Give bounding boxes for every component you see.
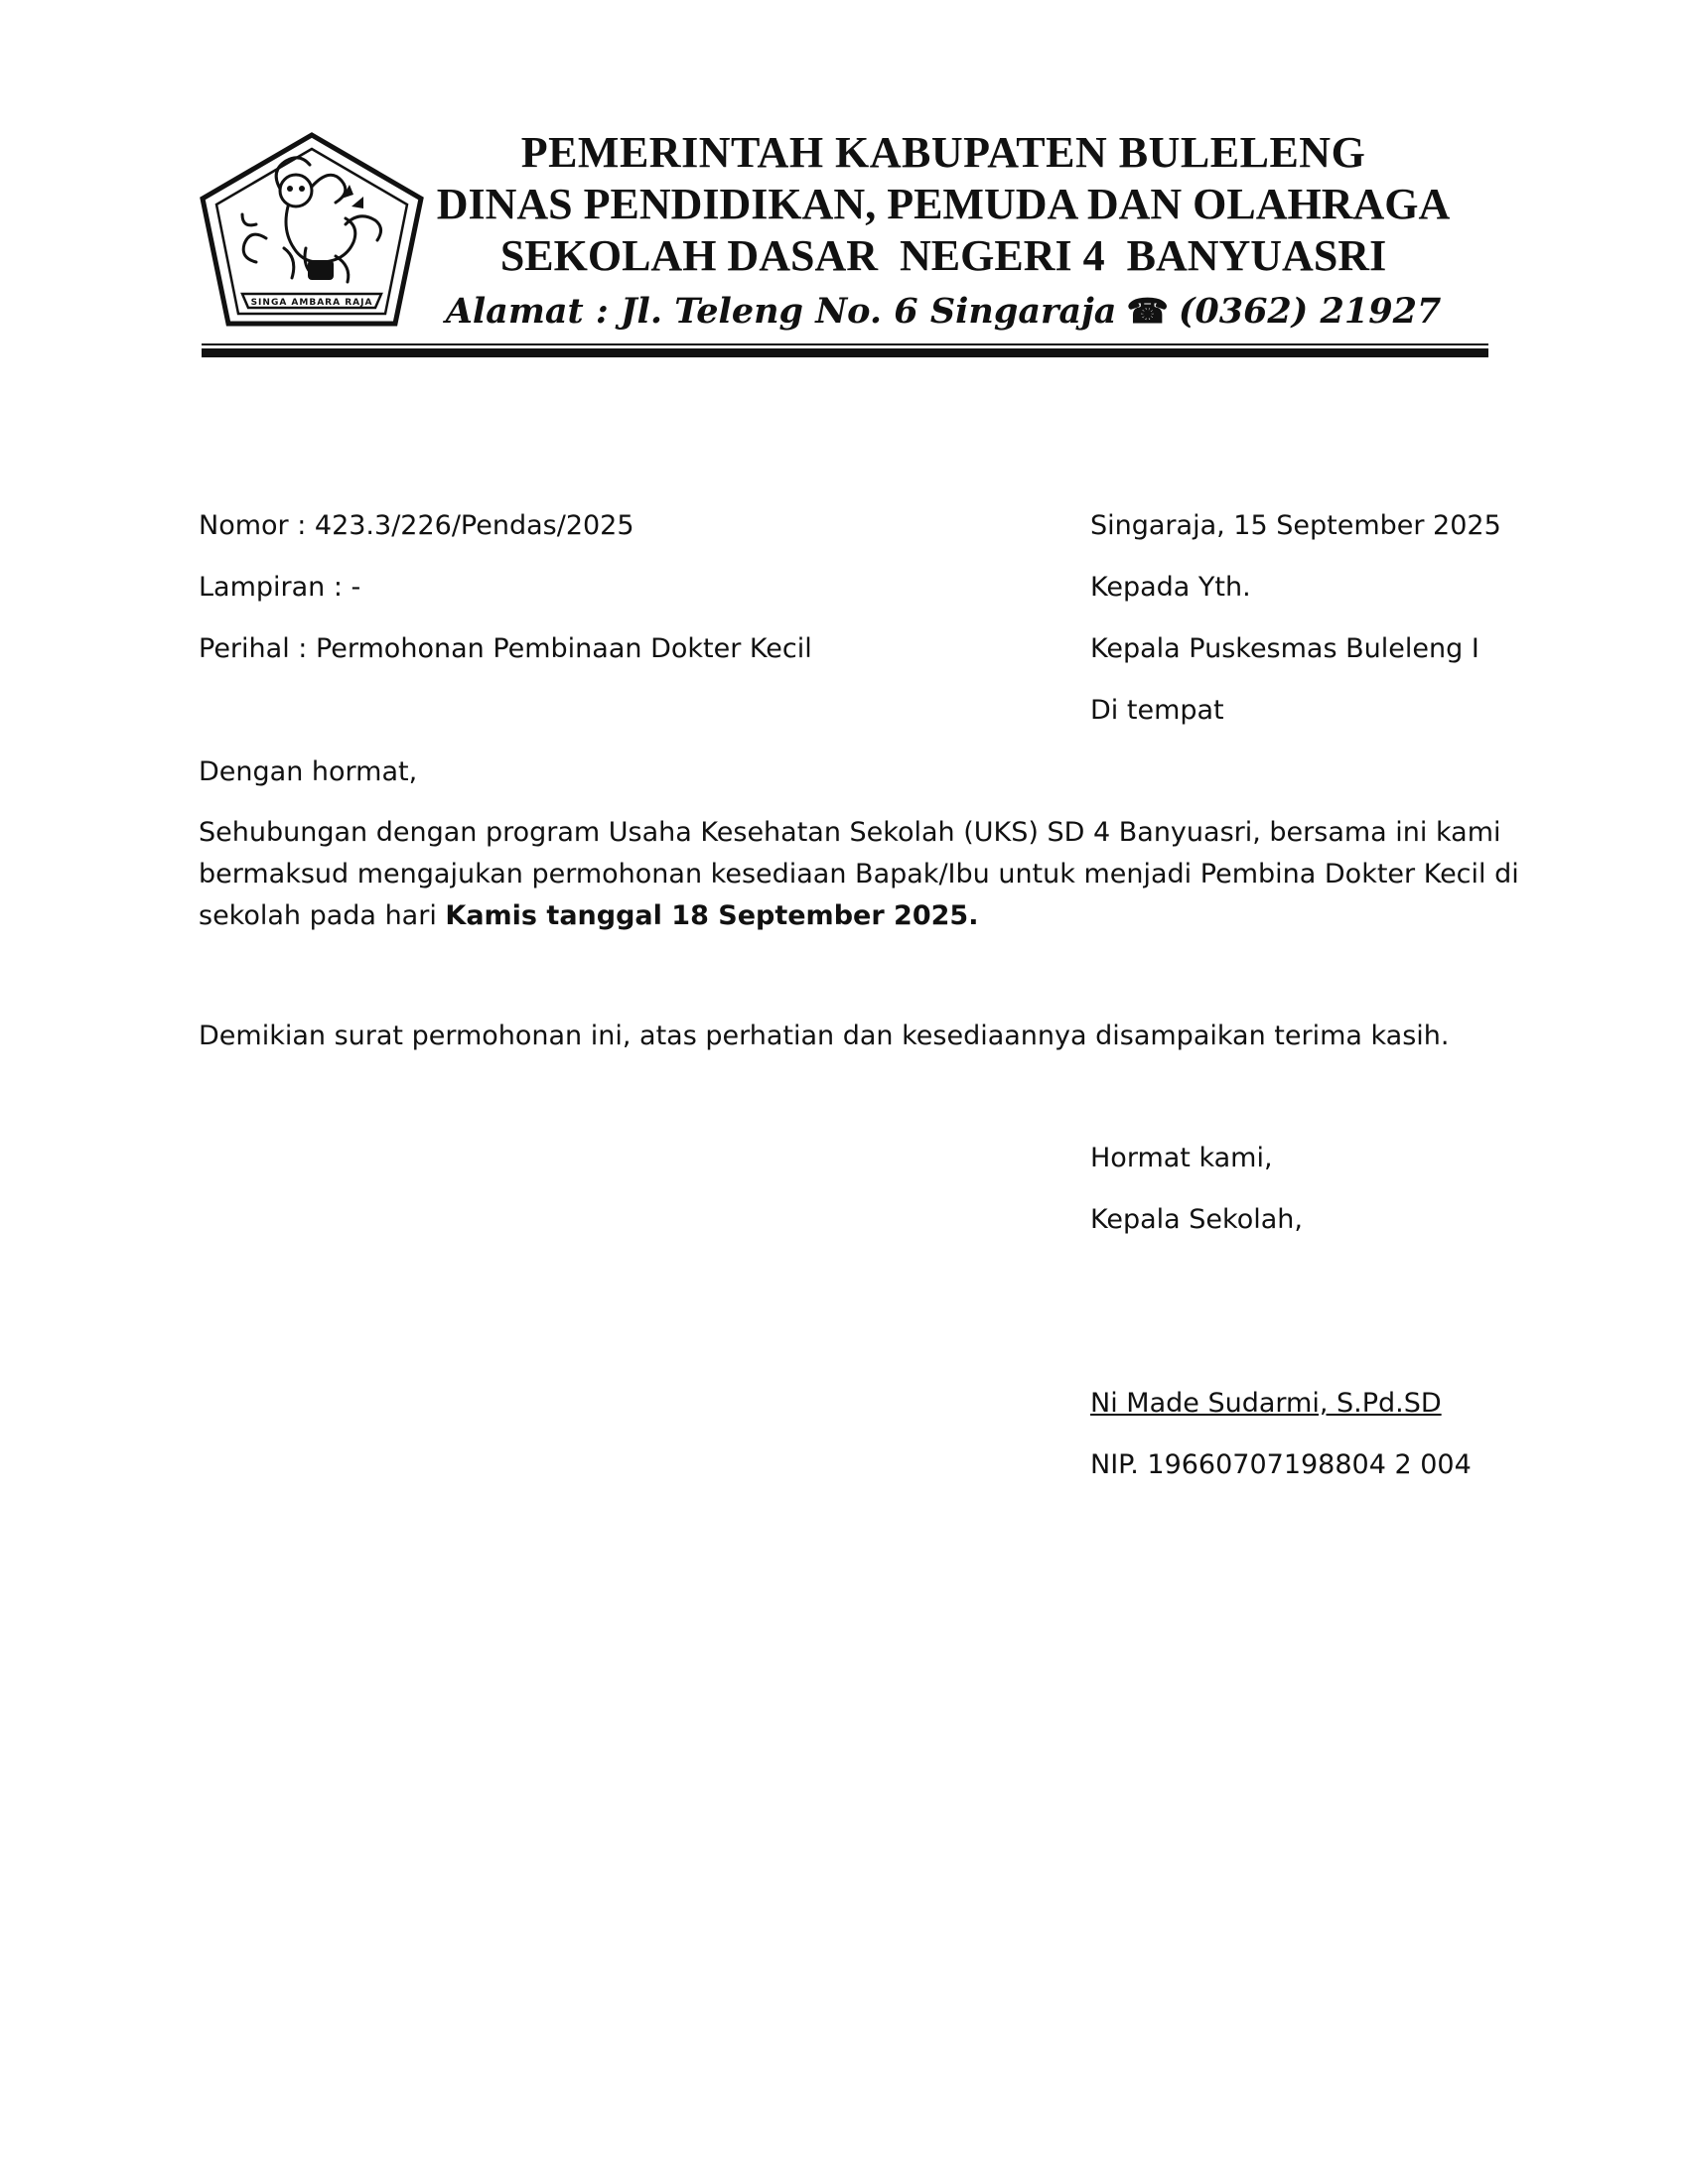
recipient-place: Di tempat <box>1090 695 1224 726</box>
salutation: Dengan hormat, <box>199 756 418 787</box>
attachment: Lampiran : - <box>199 572 361 603</box>
signer-name: Ni Made Sudarmi, S.Pd.SD <box>1090 1388 1442 1419</box>
recipient-greeting: Kepada Yth. <box>1090 572 1251 603</box>
letterhead-divider-thin <box>202 343 1488 345</box>
paragraph-line: bermaksud mengajukan permohonan kesediaan Bapak/Ibu untuk menjadi Pembina Dokter Kecil di <box>199 859 1519 889</box>
closing-sentence: Demikian surat permohonan ini, atas perhatian dan kesediaannya disampaikan terima kasih. <box>199 1021 1450 1051</box>
visit-date-highlight: Kamis tanggal 18 September 2025. <box>445 900 979 931</box>
paragraph-line <box>199 895 1509 937</box>
signer-nip: NIP. 19660707198804 2 004 <box>1090 1449 1472 1480</box>
regency-emblem-icon <box>197 129 427 328</box>
body-paragraph <box>199 812 1519 937</box>
school-address <box>427 286 1460 338</box>
letter-date: Singaraja, 15 September 2025 <box>1090 510 1501 541</box>
letterhead <box>427 127 1460 338</box>
government-name: PEMERINTAH KABUPATEN BULELENG <box>520 128 1366 177</box>
paragraph-text: sekolah pada hari <box>199 900 446 931</box>
letterhead-divider-thick <box>202 348 1488 357</box>
address-text: Alamat : Jl. Teleng No. 6 Singaraja <box>445 291 1117 332</box>
subject: Perihal : Permohonan Pembinaan Dokter Kecil <box>199 633 812 664</box>
signer-title: Kepala Sekolah, <box>1090 1204 1303 1235</box>
letter-number: Nomor : 423.3/226/Pendas/2025 <box>199 510 634 541</box>
recipient-name: Kepala Puskesmas Buleleng I <box>1090 633 1479 664</box>
department-name: DINAS PENDIDIKAN, PEMUDA DAN OLAHRAGA <box>436 180 1451 228</box>
phone-number: (0362) 21927 <box>1178 291 1442 332</box>
logo-motto: SINGA AMBARA RAJA <box>250 298 373 308</box>
paragraph-line: Sehubungan dengan program Usaha Kesehatan Sekolah (UKS) SD 4 Banyuasri, bersama ini kami <box>199 817 1501 848</box>
telephone-icon: ☎ <box>1126 292 1169 332</box>
regards: Hormat kami, <box>1090 1143 1273 1173</box>
school-name: SEKOLAH DASAR NEGERI 4 BANYUASRI <box>499 231 1387 280</box>
